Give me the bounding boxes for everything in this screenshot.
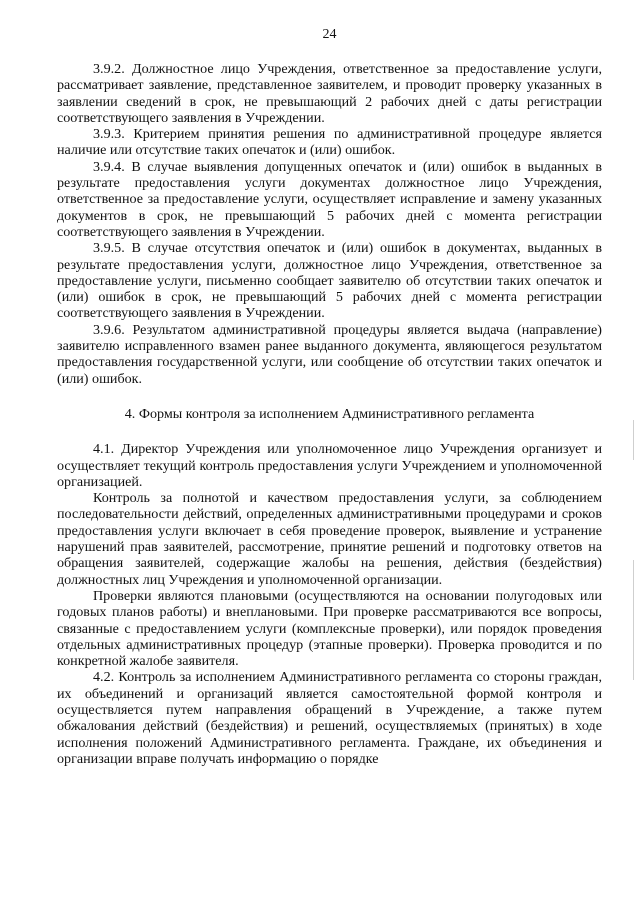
paragraph-3-9-4: 3.9.4. В случае выявления допущенных опечаток и (или) ошибок в выданных в результате предоставления услуги документах должностное лицо Учреждения, ответственное за предоставление услуги, осуществляет исправление и замену указанных документов в срок, не превышающий 5 рабочих дней с момента регистрации соответствующего заявления в Учреждении.	[57, 158, 602, 240]
scan-edge-mark	[633, 420, 634, 460]
paragraph-inspections: Проверки являются плановыми (осуществляются на основании полугодовых или годовых планов работы) и внеплановыми. При проверке рассматриваются все вопросы, связанные с предоставлением услуги (комплексные проверки), или порядок проведения отдельных административных процедур (этапные проверки). Проверка проводится и по конкретной жалобе заявителя.	[57, 587, 602, 670]
page-number: 24	[322, 27, 337, 42]
paragraph-3-9-2: 3.9.2. Должностное лицо Учреждения, ответственное за предоставление услуги, рассматривает заявление, представленное заявителем, и проводит проверку указанных в заявлении сведений в срок, не превышающий 2 рабочих дней с даты регистрации соответствующего заявления в Учреждении.	[57, 61, 602, 126]
scan-edge-mark	[633, 560, 634, 680]
paragraph-4-1: 4.1. Директор Учреждения или уполномоченное лицо Учреждения организует и осуществляет текущий контроль предоставления услуги Учреждением и уполномоченной организацией.	[57, 441, 602, 490]
paragraph-4-2: 4.2. Контроль за исполнением Административного регламента со стороны граждан, их объединений и организаций является самостоятельной формой контроля и осуществляется путем направления обращений в Учреждение, а также путем обжалования действий (бездействия) и решений, осуществляемых (принятых) в ходе исполнения положений Административного регламента. Граждане, их объединения и организации вправе получать информацию о порядке	[57, 669, 602, 767]
paragraph-3-9-6: 3.9.6. Результатом административной процедуры является выдача (направление) заявителю исправленного взамен ранее выданного документа, являющегося результатом предоставления государственной услуги, или сообщение об отсутствии таких опечаток и (или) ошибок.	[57, 321, 602, 387]
paragraph-control-scope: Контроль за полнотой и качеством предоставления услуги, за соблюдением последовательности действий, определенных административными процедурами и сроков предоставления услуги включает в себя проведение проверок, выявление и устранение нарушений прав заявителей, рассмотрение, принятие решений и подготовку ответов на обращения заявителей, содержащие жалобы на решения, действия (бездействия) должностных лиц Учреждения и уполномоченной организации.	[57, 490, 602, 588]
paragraph-3-9-3: 3.9.3. Критерием принятия решения по административной процедуре является наличие или отсутствие таких опечаток и (или) ошибок.	[57, 126, 602, 159]
section-title: 4. Формы контроля за исполнением Административного регламента	[124, 405, 535, 422]
paragraph-3-9-5: 3.9.5. В случае отсутствия опечаток и (или) ошибок в документах, выданных в результате предоставления услуги, должностное лицо Учреждения, ответственное за предоставление услуги, письменно сообщает заявителю об отсутствии таких опечаток и (или) ошибок в срок, не превышающий 5 рабочих дней с момента регистрации соответствующего заявления в Учреждении.	[57, 240, 602, 322]
